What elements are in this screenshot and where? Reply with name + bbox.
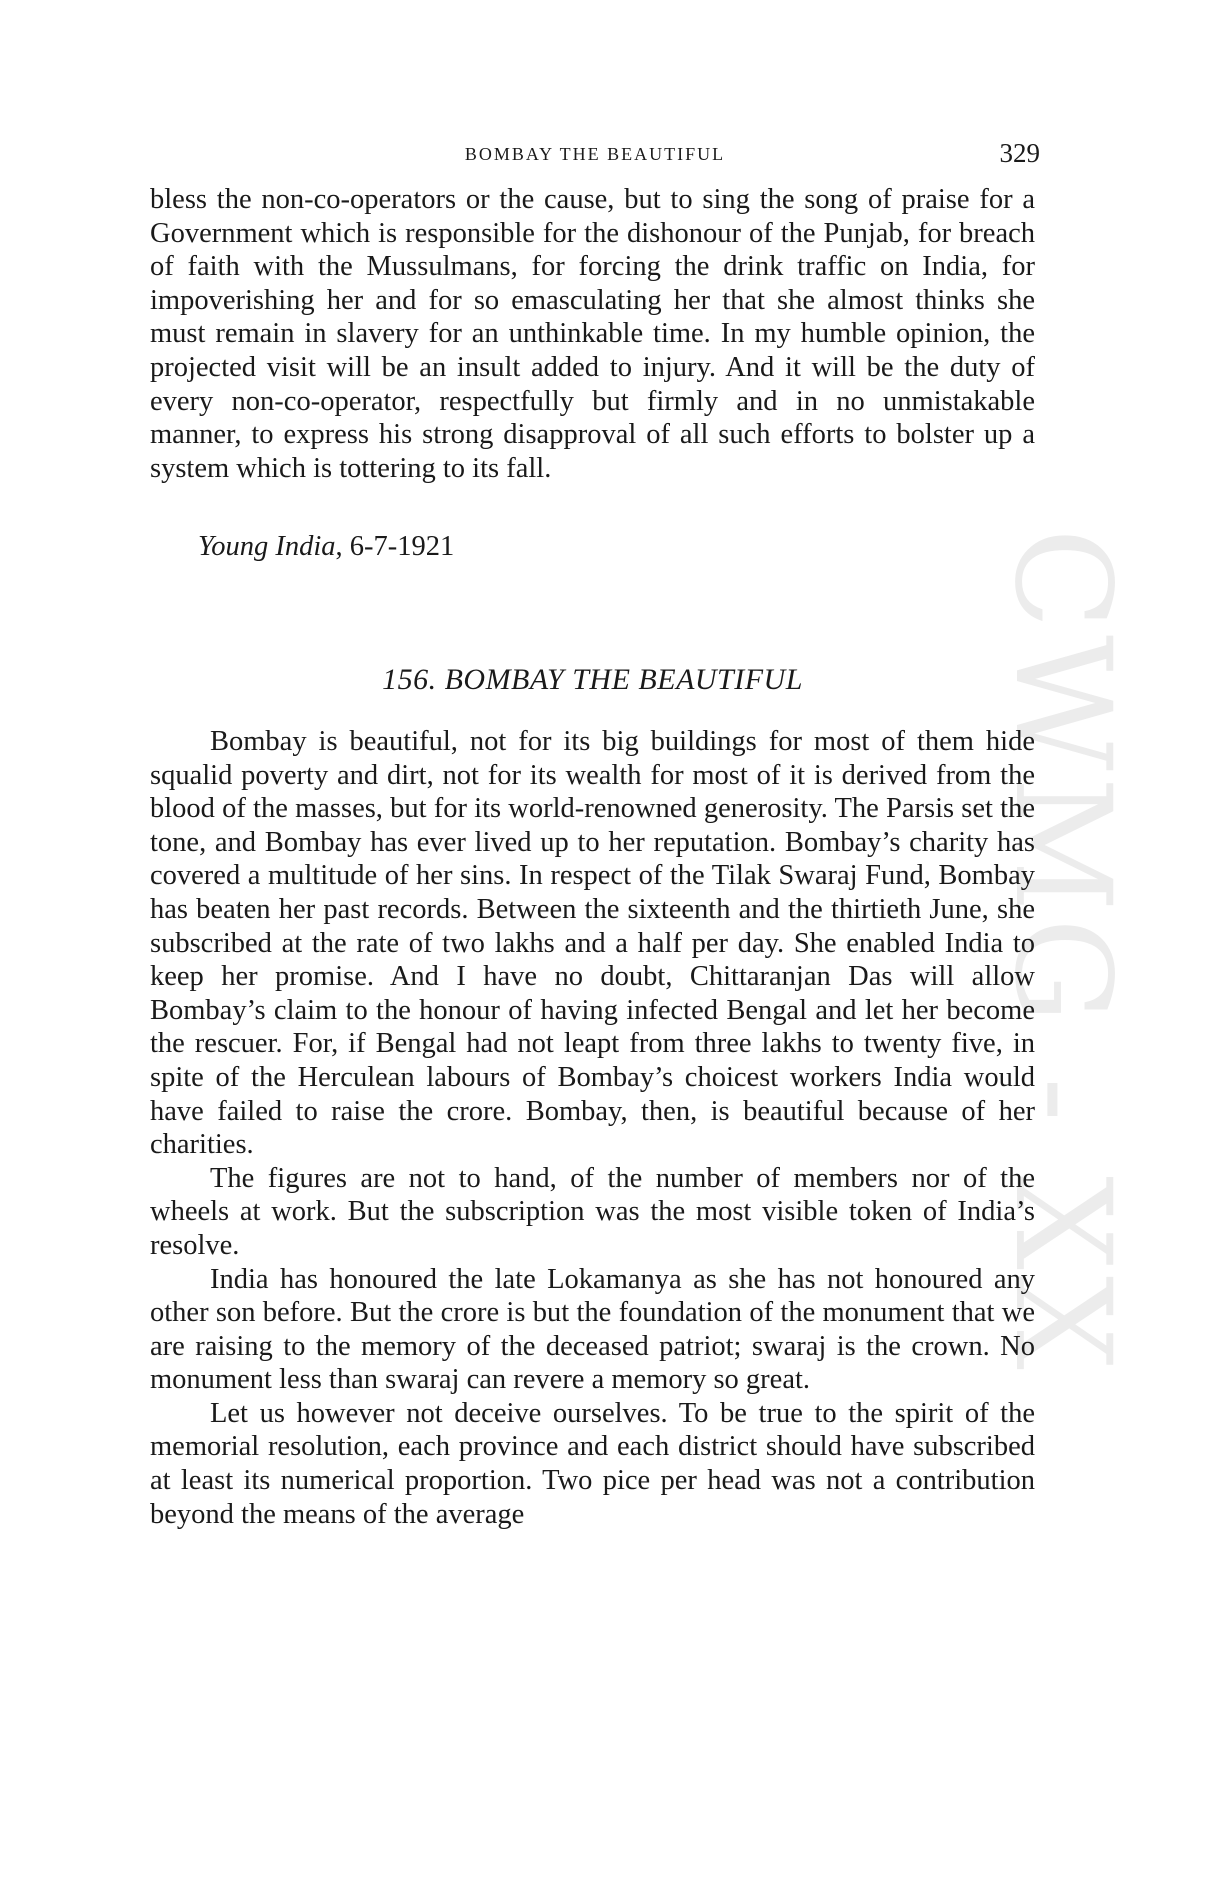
continued-paragraph: bless the non-co-operators or the cause, but to sing the song of praise for a Government which is responsible for the dishonour of the Punjab, for breach of faith with the Mussulmans, for forcing the drink traffic on India, for impoverishing her and for so emasculating her that she almost thinks she must remain in slavery for an unthinkable time. In my humble opinion, the projected visit will be an insult added to injury. And it will be the duty of every non-co-operator, respectfully but firmly and in no unmistakable manner, to express his strong disapproval of all such efforts to bolster up a system which is tottering to its fall. — [150, 184, 1035, 484]
running-header — [150, 138, 1040, 168]
citation — [198, 531, 454, 563]
article-paragraph: The figures are not to hand, of the number of members nor of the wheels at work. But the subscription was the most visible token of India’s resolve. — [150, 1162, 1035, 1261]
running-title: BOMBAY THE BEAUTIFUL — [464, 144, 726, 164]
article-body — [150, 725, 1035, 1531]
article-paragraph: Bombay is beautiful, not for its big buildings for most of them hide squalid poverty and dirt, not for its wealth for most of it is derived from the blood of the masses, but for its world-renowned generosity. The Parsis set the tone, and Bombay has ever lived up to her reputation. Bombay’s charity has covered a multitude of her sins. In respect of the Tilak Swaraj Fund, Bombay has beaten her past records. Between the sixteenth and the thirtieth June, she subscribed at the rate of two lakhs and a half per day. She enabled India to keep her promise. And I have no doubt, Chittaranjan Das will allow Bombay’s claim to the honour of having infected Bengal and let her become the rescuer. For, if Bengal had not leapt from three lakhs to twenty five, in spite of the Herculean labours of Bombay’s choicest workers India would have failed to raise the crore. Bombay, then, is beautiful because of her charities. — [150, 726, 1035, 1161]
article-paragraph: Let us however not deceive ourselves. To be true to the spirit of the memorial resolution, each province and each district should have subscribed at least its numerical proportion. Two pice per head was not a contribution beyond the means of the average — [150, 1397, 1035, 1530]
citation-source: Young India — [198, 531, 336, 562]
page-number: 329 — [999, 138, 1040, 168]
article-heading: 156. BOMBAY THE BEAUTIFUL — [382, 663, 803, 696]
article-paragraph: India has honoured the late Lokamanya as she has not honoured any other son before. But the crore is but the foundation of the monument that we are raising to the memory of the deceased patriot; swaraj is the crown. No monument less than swaraj can revere a memory so great. — [150, 1263, 1035, 1396]
watermark-text: CWMG - XX — [985, 528, 1139, 1376]
citation-date: , 6-7-1921 — [335, 531, 455, 562]
continued-text-block — [150, 183, 1035, 485]
